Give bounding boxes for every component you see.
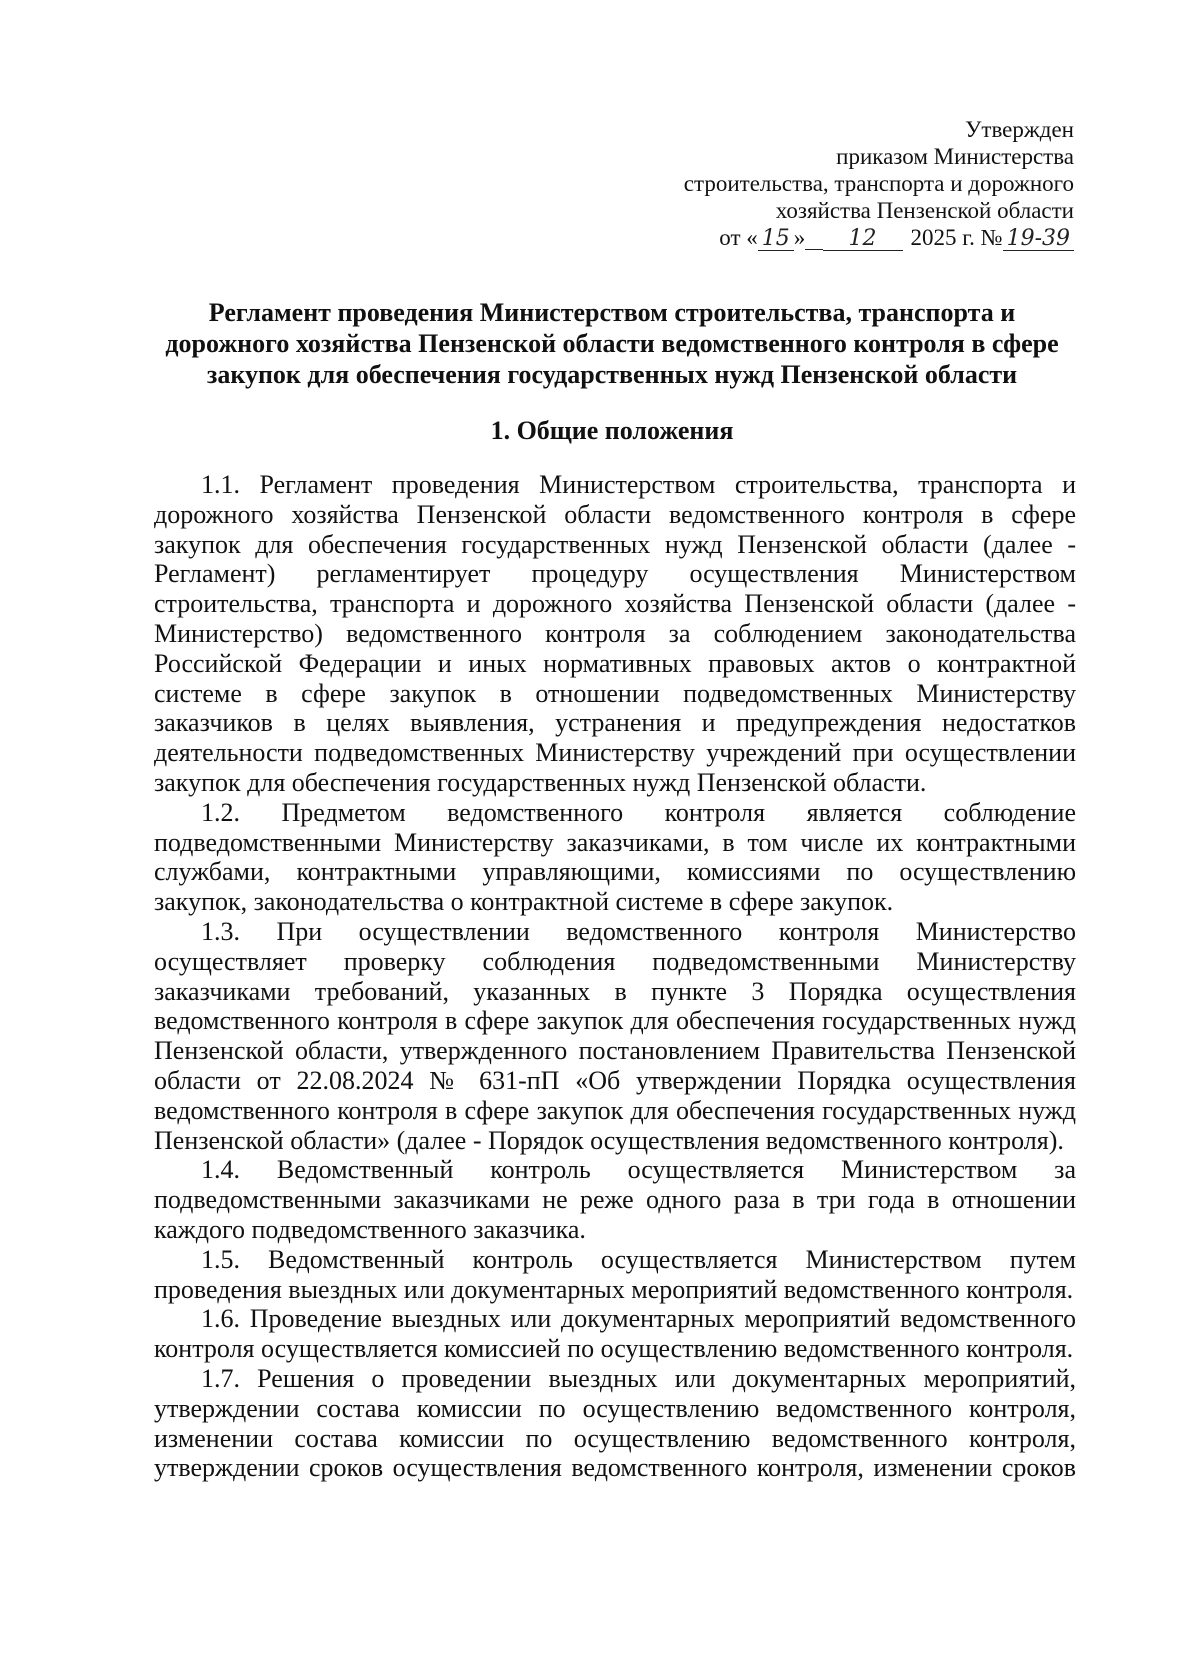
section-heading: 1. Общие положения bbox=[490, 416, 734, 445]
handwritten-month: 12 bbox=[823, 228, 903, 251]
paragraph-1-2: 1.2. Предметом ведомственного контроля является соблюдение подведомственными Министерству заказчиками, в том числе их контрактными службами, контрактными управляющими, комиссиями по осуществлению закупок, законодательства о контрактной системе в сфере закупок. bbox=[154, 797, 1076, 917]
approval-line-order: приказом Министерства bbox=[836, 144, 1074, 169]
approval-line-ministry: строительства, транспорта и дорожного bbox=[683, 171, 1074, 196]
document-title: Регламент проведения Министерством строительства, транспорта и дорожного хозяйства Пензенской области ведомственного контроля в сфере закупок для обеспечения государственных нужд Пензенской области bbox=[165, 298, 1059, 389]
paragraph-1-6: 1.6. Проведение выездных или документарных мероприятий ведомственного контроля осуществляется комиссией по осуществлению ведомственного контроля. bbox=[154, 1304, 1076, 1364]
approval-line-approved: Утвержден bbox=[965, 117, 1074, 142]
approval-stamp-block bbox=[684, 116, 1074, 251]
date-prefix: от « bbox=[719, 225, 758, 250]
approval-date-line bbox=[684, 224, 1074, 251]
paragraph-1-4: 1.4. Ведомственный контроль осуществляется Министерством за подведомственными заказчиками не реже одного раза в три года в отношении каждого подведомственного заказчика. bbox=[154, 1155, 1076, 1244]
handwritten-day: 15 bbox=[758, 228, 794, 251]
paragraph-1-3: 1.3. При осуществлении ведомственного контроля Министерство осуществляет проверку соблюдения подведомственными Министерству заказчиками требований, указанных в пункте 3 Порядка осуществления ведомственного контроля в сфере закупок для обеспечения государственных нужд Пензенской области, утвержденного постановлением Правительства Пензенской области от 22.08.2024 № 631-пП «Об утверждении Порядка осуществления ведомственного контроля в сфере закупок для обеспечения государственных нужд Пензенской области» (далее - Порядок осуществления ведомственного контроля). bbox=[154, 916, 1076, 1155]
handwritten-order-number: 19-39 bbox=[1003, 228, 1074, 251]
paragraph-1-7: 1.7. Решения о проведении выездных или документарных мероприятий, утверждении состава комиссии по осуществлению ведомственного контроля, изменении состава комиссии по осуществлению ведомственного контроля, утверждении сроков осуществления ведомственного контроля, изменении сроков bbox=[154, 1363, 1076, 1483]
paragraph-1-1: 1.1. Регламент проведения Министерством строительства, транспорта и дорожного хозяйства Пензенской области ведомственного контроля в сфере закупок для обеспечения государственных нужд Пензенской области (далее - Регламент) регламентирует процедуру осуществления Министерством строительства, транспорта и дорожного хозяйства Пензенской области (далее - Министерство) ведомственного контроля за соблюдением законодательства Российской Федерации и иных нормативных правовых актов о контрактной системе в сфере закупок в отношении подведомственных Министерству заказчиков в целях выявления, устранения и предупреждения недостатков деятельности подведомственных Министерству учреждений при осуществлении закупок для обеспечения государственных нужд Пензенской области. bbox=[154, 470, 1076, 797]
date-underline-gap bbox=[805, 227, 822, 250]
date-mid: » bbox=[793, 225, 806, 250]
date-year-text: 2025 г. № bbox=[910, 225, 1003, 250]
approval-line-region: хозяйства Пензенской области bbox=[775, 198, 1074, 223]
paragraph-1-5: 1.5. Ведомственный контроль осуществляется Министерством путем проведения выездных или документарных мероприятий ведомственного контроля. bbox=[154, 1244, 1076, 1304]
document-body bbox=[154, 470, 1076, 1483]
